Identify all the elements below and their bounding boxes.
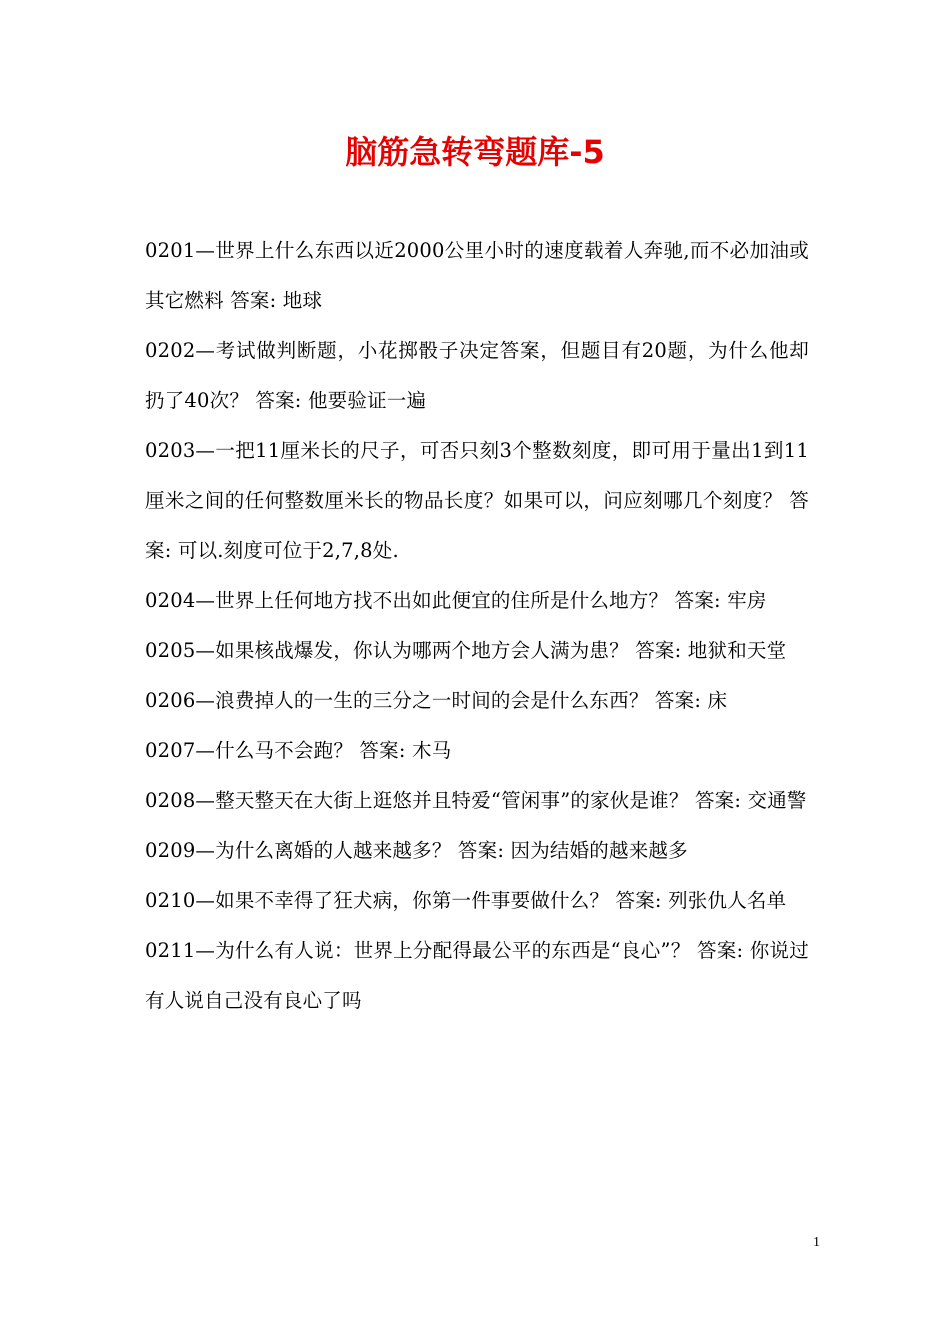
question-item-0204: 0204—世界上任何地方找不出如此便宜的住所是什么地方？ 答案: 牢房 (145, 589, 767, 612)
question-item-0211: 0211—为什么有人说：世界上分配得最公平的东西是“良心”？ 答案: 你说过有人说自己没有良心了吗 (145, 939, 809, 1012)
question-item-0202: 0202—考试做判断题，小花掷骰子决定答案，但题目有20题，为什么他却扔了40次？ 答案: 他要验证一遍 (145, 339, 809, 412)
page-number: 1 (813, 1235, 820, 1250)
question-item-0205: 0205—如果核战爆发，你认为哪两个地方会人满为患？ 答案: 地狱和天堂 (145, 639, 787, 662)
question-item-0209: 0209—为什么离婚的人越来越多？ 答案: 因为结婚的越来越多 (145, 839, 688, 862)
question-item-0206: 0206—浪费掉人的一生的三分之一时间的会是什么东西？ 答案: 床 (145, 689, 728, 712)
page-title: 脑筋急转弯题库-5 (345, 133, 605, 171)
question-item-0203: 0203—一把11厘米长的尺子，可否只刻3个整数刻度，即可用于量出1到11厘米之间的任何整数厘米长的物品长度？如果可以，问应刻哪几个刻度？ 答案: 可以.刻度可位于2,7,8处. (145, 439, 809, 562)
question-item-0201: 0201—世界上什么东西以近2000公里小时的速度载着人奔驰,而不必加油或其它燃料 答案: 地球 (145, 239, 809, 312)
question-list (145, 226, 809, 1026)
question-item-0210: 0210—如果不幸得了狂犬病，你第一件事要做什么？ 答案: 列张仇人名单 (145, 889, 787, 912)
question-item-0208: 0208—整天整天在大街上逛悠并且特爱“管闲事”的家伙是谁？ 答案: 交通警 (145, 789, 807, 812)
question-item-0207: 0207—什么马不会跑？ 答案: 木马 (145, 739, 452, 762)
